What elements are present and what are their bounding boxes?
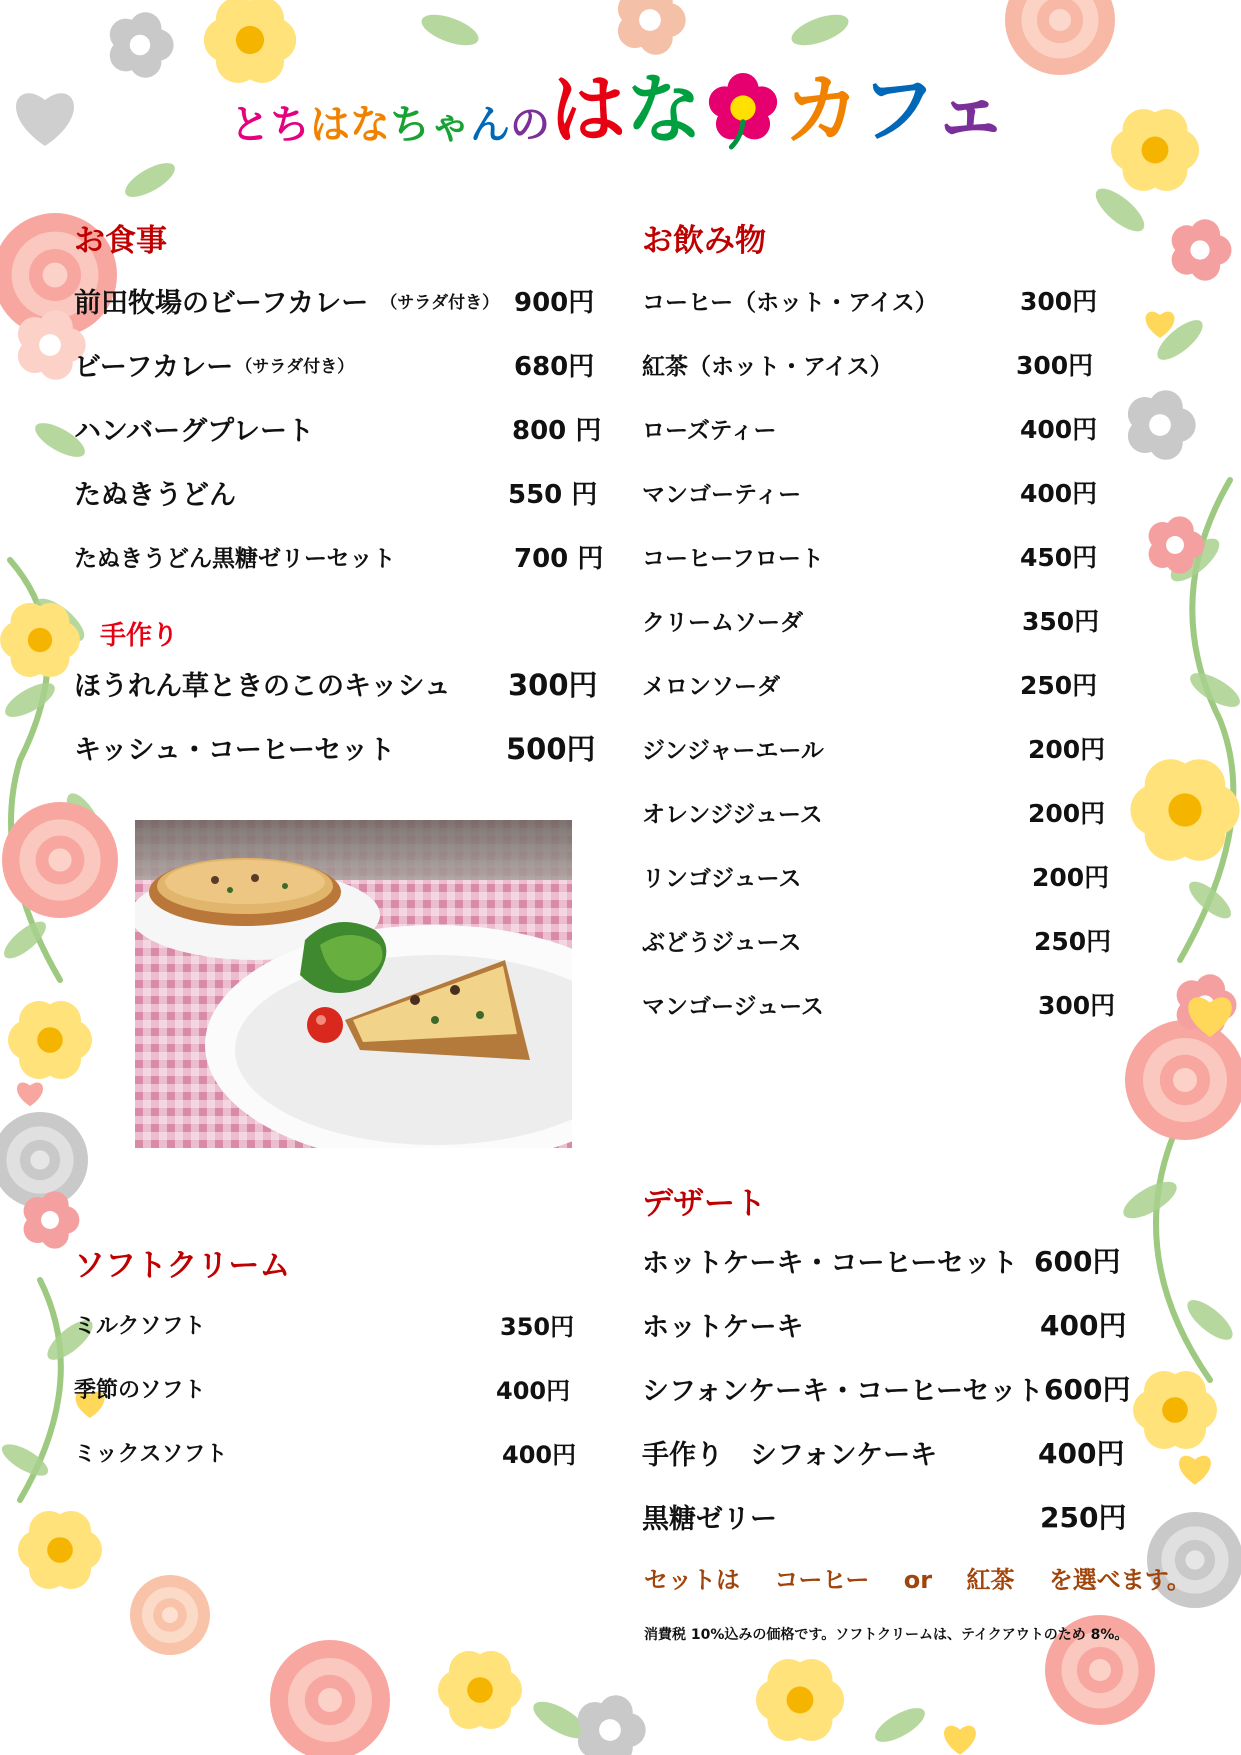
item-name: メロンソーダ xyxy=(642,673,780,700)
menu-item xyxy=(642,408,1162,448)
leaf-icon xyxy=(1184,876,1237,925)
title-cafe-char: フ xyxy=(860,65,933,154)
food-heading: お食事 xyxy=(74,223,167,259)
item-price: 400円 xyxy=(1020,415,1098,444)
item-price: 600円 xyxy=(1044,1373,1131,1406)
flower-icon xyxy=(18,1511,102,1589)
menu-item xyxy=(642,1368,1162,1408)
item-price: 200円 xyxy=(1028,735,1106,764)
item-name: クリームソーダ xyxy=(642,609,803,636)
menu-item xyxy=(642,1240,1162,1280)
item-price: 300円 xyxy=(1038,991,1116,1020)
menu-item xyxy=(74,344,614,384)
title-prefix xyxy=(230,93,550,150)
leaf-icon xyxy=(1181,1294,1238,1347)
item-name: 季節のソフト xyxy=(74,1377,206,1403)
item-price: 250円 xyxy=(1034,927,1112,956)
title-cafe xyxy=(784,65,1009,154)
leaf-icon xyxy=(0,676,59,723)
item-name: 紅茶（ホット・アイス） xyxy=(642,353,893,380)
flower-icon xyxy=(438,1651,522,1729)
item-name: キッシュ・コーヒーセット xyxy=(74,734,396,766)
menu-item xyxy=(74,408,614,448)
item-price: 200円 xyxy=(1028,799,1106,828)
item-note: （サラダ付き） xyxy=(380,292,500,313)
item-price: 500円 xyxy=(506,731,596,766)
item-name: ハンバーグプレート xyxy=(74,415,315,447)
menu-item xyxy=(642,472,1162,512)
title-prefix-char: と xyxy=(230,102,270,148)
set-note-part: を選べます。 xyxy=(1048,1566,1191,1594)
item-name: ミルクソフト xyxy=(74,1313,206,1339)
title-cafe-char: ェ xyxy=(932,65,1009,154)
item-price: 300円 xyxy=(508,667,598,702)
item-name: 手作り シフォンケーキ xyxy=(642,1439,938,1471)
title-prefix-char: は xyxy=(310,102,350,148)
menu-item xyxy=(74,663,614,703)
item-name: ローズティー xyxy=(642,417,777,444)
leaf-icon xyxy=(418,8,483,51)
quiche-photo xyxy=(135,820,572,1148)
leaf-icon xyxy=(870,1701,929,1748)
item-name: マンゴージュース xyxy=(642,993,824,1020)
set-note-part: コーヒー xyxy=(774,1566,870,1594)
item-price: 400円 xyxy=(1038,1437,1125,1470)
menu-item xyxy=(642,664,1162,704)
heart-icon xyxy=(16,93,74,146)
menu-item xyxy=(642,920,1162,960)
flower-icon xyxy=(1172,219,1232,280)
menu-item xyxy=(642,536,1162,576)
item-name: ジンジャーエール xyxy=(642,737,824,764)
leaf-icon xyxy=(120,156,179,203)
heart-icon xyxy=(944,1726,976,1755)
item-price: 800 円 xyxy=(512,415,602,446)
item-price: 400円 xyxy=(1040,1309,1127,1342)
title-hana xyxy=(550,65,702,154)
title-prefix-char: ゃ xyxy=(430,102,470,148)
item-price: 550 円 xyxy=(508,479,598,510)
title-prefix-char: ち xyxy=(390,102,430,148)
drinks-heading: お飲み物 xyxy=(642,223,766,259)
dessert-heading: デザート xyxy=(642,1186,766,1222)
vine-icon xyxy=(1156,1120,1210,1380)
item-name: ぶどうジュース xyxy=(642,929,802,956)
item-price: 250円 xyxy=(1020,671,1098,700)
heart-icon xyxy=(17,1082,43,1106)
title-prefix-char: ち xyxy=(270,102,310,148)
item-name: コーヒー（ホット・アイス） xyxy=(642,289,938,316)
menu-item xyxy=(642,600,1162,640)
item-name: ビーフカレー xyxy=(74,351,234,383)
menu-item xyxy=(642,728,1162,768)
title-prefix-char: の xyxy=(510,102,550,148)
menu-item xyxy=(74,1432,594,1472)
menu-item xyxy=(642,984,1162,1024)
menu-item xyxy=(74,1304,594,1344)
item-name: コーヒーフロート xyxy=(642,545,824,572)
set-note-part: or xyxy=(903,1566,933,1594)
menu-item xyxy=(642,856,1162,896)
leaf-icon xyxy=(788,8,853,51)
menu-item xyxy=(642,344,1162,384)
item-price: 300円 xyxy=(1016,351,1094,380)
item-price: 600円 xyxy=(1034,1245,1121,1278)
item-price: 250円 xyxy=(1040,1501,1127,1534)
item-price: 200円 xyxy=(1032,863,1110,892)
item-name: ホットケーキ・コーヒーセット xyxy=(642,1247,1018,1279)
item-name: ミックスソフト xyxy=(74,1441,228,1467)
menu-item xyxy=(642,1496,1162,1536)
handmade-heading: 手作り xyxy=(100,621,179,651)
item-name: リンゴジュース xyxy=(642,865,802,892)
menu-item xyxy=(642,792,1162,832)
set-note-part: セットは xyxy=(644,1566,740,1594)
heart-icon xyxy=(1179,1456,1211,1485)
item-name: オレンジジュース xyxy=(642,801,823,828)
leaf-icon xyxy=(0,916,51,965)
item-price: 350円 xyxy=(500,1312,575,1341)
menu-item xyxy=(642,1304,1162,1344)
item-name: たぬきうどん黒糖ゼリーセット xyxy=(74,545,396,572)
item-price: 450円 xyxy=(1020,543,1098,572)
flower-icon xyxy=(756,1659,844,1741)
set-note-part: 紅茶 xyxy=(966,1566,1015,1594)
flower-icon xyxy=(8,1001,92,1079)
menu-item xyxy=(74,472,614,512)
item-price: 700 円 xyxy=(514,543,604,574)
item-price: 400円 xyxy=(496,1376,571,1405)
item-price: 400円 xyxy=(502,1440,577,1469)
flower-icon xyxy=(110,12,174,77)
soft-heading: ソフトクリーム xyxy=(74,1248,291,1284)
item-price: 400円 xyxy=(1020,479,1098,508)
title-cafe-char: カ xyxy=(784,65,860,154)
item-price: 900円 xyxy=(514,287,595,318)
title-hana-char: な xyxy=(626,65,702,154)
item-name: シフォンケーキ・コーヒーセット xyxy=(642,1375,1044,1407)
item-price: 300円 xyxy=(1020,287,1098,316)
title-prefix-char: な xyxy=(350,102,390,148)
item-name: 前田牧場のビーフカレー xyxy=(74,287,369,319)
menu-item xyxy=(74,280,614,320)
item-name: マンゴーティー xyxy=(642,481,802,508)
menu-item xyxy=(74,1368,594,1408)
item-price: 680円 xyxy=(514,351,595,382)
flower-icon xyxy=(24,1191,80,1248)
title-hana-char: は xyxy=(550,65,626,154)
item-name: ほうれん草ときのこのキッシュ xyxy=(74,670,451,702)
item-name: ホットケーキ xyxy=(642,1311,804,1343)
menu-item xyxy=(74,727,614,767)
tax-note: 消費税 10%込みの価格です。ソフトクリームは、テイクアウトのため 8%。 xyxy=(644,1627,1129,1643)
leaf-icon xyxy=(1118,1175,1182,1226)
set-choice-note xyxy=(644,1560,1217,1595)
cafe-title xyxy=(230,60,1009,154)
flower-icon xyxy=(578,1695,646,1755)
item-name: たぬきうどん xyxy=(74,479,236,511)
item-price: 350円 xyxy=(1022,607,1100,636)
item-note: （サラダ付き） xyxy=(235,356,355,377)
title-prefix-char: ん xyxy=(470,102,510,148)
menu-item xyxy=(642,280,1162,320)
flower-logo-icon xyxy=(704,70,782,150)
flower-icon xyxy=(1111,109,1199,191)
menu-item xyxy=(74,536,614,576)
menu-item xyxy=(642,1432,1162,1472)
item-name: 黒糖ゼリー xyxy=(642,1503,777,1535)
flower-icon xyxy=(618,0,686,55)
